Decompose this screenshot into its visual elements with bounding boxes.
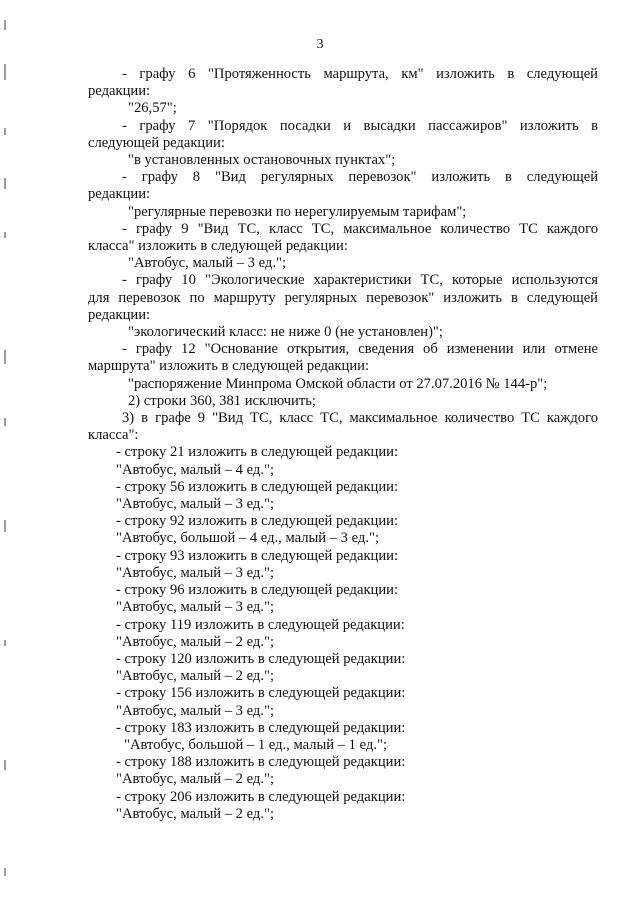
text-line: - графу 10 "Экологические характеристики ТС, которые используются [122, 272, 598, 289]
text-line: "Автобус, малый – 3 ед."; [116, 702, 274, 719]
text-line: - графу 8 "Вид регулярных перевозок" изложить в следующей [122, 169, 598, 186]
text-line: - строку 96 изложить в следующей редакции: [116, 582, 399, 599]
text-line: - строку 156 изложить в следующей редакции: [116, 685, 406, 702]
text-line: "Автобус, большой – 1 ед., малый – 1 ед."; [124, 736, 388, 753]
text-line: "Автобус, малый – 2 ед."; [116, 805, 274, 822]
text-line: класса" изложить в следующей редакции: [88, 238, 348, 255]
scan-edge-marks [3, 0, 9, 905]
text-line: - графу 7 "Порядок посадки и высадки пассажиров" изложить в [122, 117, 598, 134]
page-number: 3 [316, 37, 324, 52]
text-line: - строку 183 изложить в следующей редакции: [116, 719, 406, 736]
text-line: - строку 21 изложить в следующей редакции: [116, 444, 399, 461]
text-line: следующей редакции: [88, 134, 225, 151]
text-line: "Автобус, малый – 3 ед."; [116, 496, 274, 513]
text-line: - строку 56 изложить в следующей редакции: [116, 478, 399, 495]
text-line: "Автобус, малый – 2 ед."; [116, 771, 274, 788]
text-line: - графу 12 "Основание открытия, сведения об изменении или отмене [122, 341, 598, 358]
text-line: "в установленных остановочных пунктах"; [128, 152, 396, 169]
document-body [88, 66, 598, 823]
text-line: для перевозок по маршруту регулярных перевозок" изложить в следующей [88, 289, 598, 306]
text-line: - строку 119 изложить в следующей редакции: [116, 616, 405, 633]
text-line: "распоряжение Минпрома Омской области от 27.07.2016 № 144-р"; [128, 375, 548, 392]
text-line: "Автобус, малый – 2 ед."; [116, 633, 274, 650]
text-line: "Автобус, малый – 3 ед."; [116, 564, 274, 581]
text-line: - графу 9 "Вид ТС, класс ТС, максимальное количество ТС каждого [122, 220, 598, 237]
text-line: "Автобус, малый – 4 ед."; [116, 461, 274, 478]
text-line: "регулярные перевозки по нерегулируемым тарифам"; [128, 203, 467, 220]
text-line: - строку 206 изложить в следующей редакции: [116, 788, 406, 805]
text-line: 2) строки 360, 381 исключить; [128, 392, 316, 409]
text-line: "экологический класс: не ниже 0 (не установлен)"; [128, 324, 443, 341]
text-line: - строку 92 изложить в следующей редакции: [116, 513, 399, 530]
text-line: "26,57"; [128, 100, 177, 117]
text-line: класса": [88, 427, 139, 444]
text-line: маршрута" изложить в следующей редакции: [88, 358, 369, 375]
text-line: "Автобус, малый – 3 ед."; [116, 599, 274, 616]
text-line: "Автобус, малый – 3 ед."; [128, 255, 286, 272]
text-line: редакции: [88, 186, 151, 203]
text-line: - графу 6 "Протяженность маршрута, км" изложить в следующей [122, 66, 598, 82]
text-line: редакции: [88, 306, 151, 323]
text-line: редакции: [88, 83, 151, 100]
text-line: "Автобус, малый – 2 ед."; [116, 668, 274, 685]
text-line: "Автобус, большой – 4 ед., малый – 3 ед."; [116, 530, 380, 547]
text-line: - строку 93 изложить в следующей редакции: [116, 547, 399, 564]
text-line: - строку 188 изложить в следующей редакции: [116, 754, 406, 771]
text-line: - строку 120 изложить в следующей редакции: [116, 650, 406, 667]
text-line: 3) в графе 9 "Вид ТС, класс ТС, максимальное количество ТС каждого [122, 410, 598, 427]
